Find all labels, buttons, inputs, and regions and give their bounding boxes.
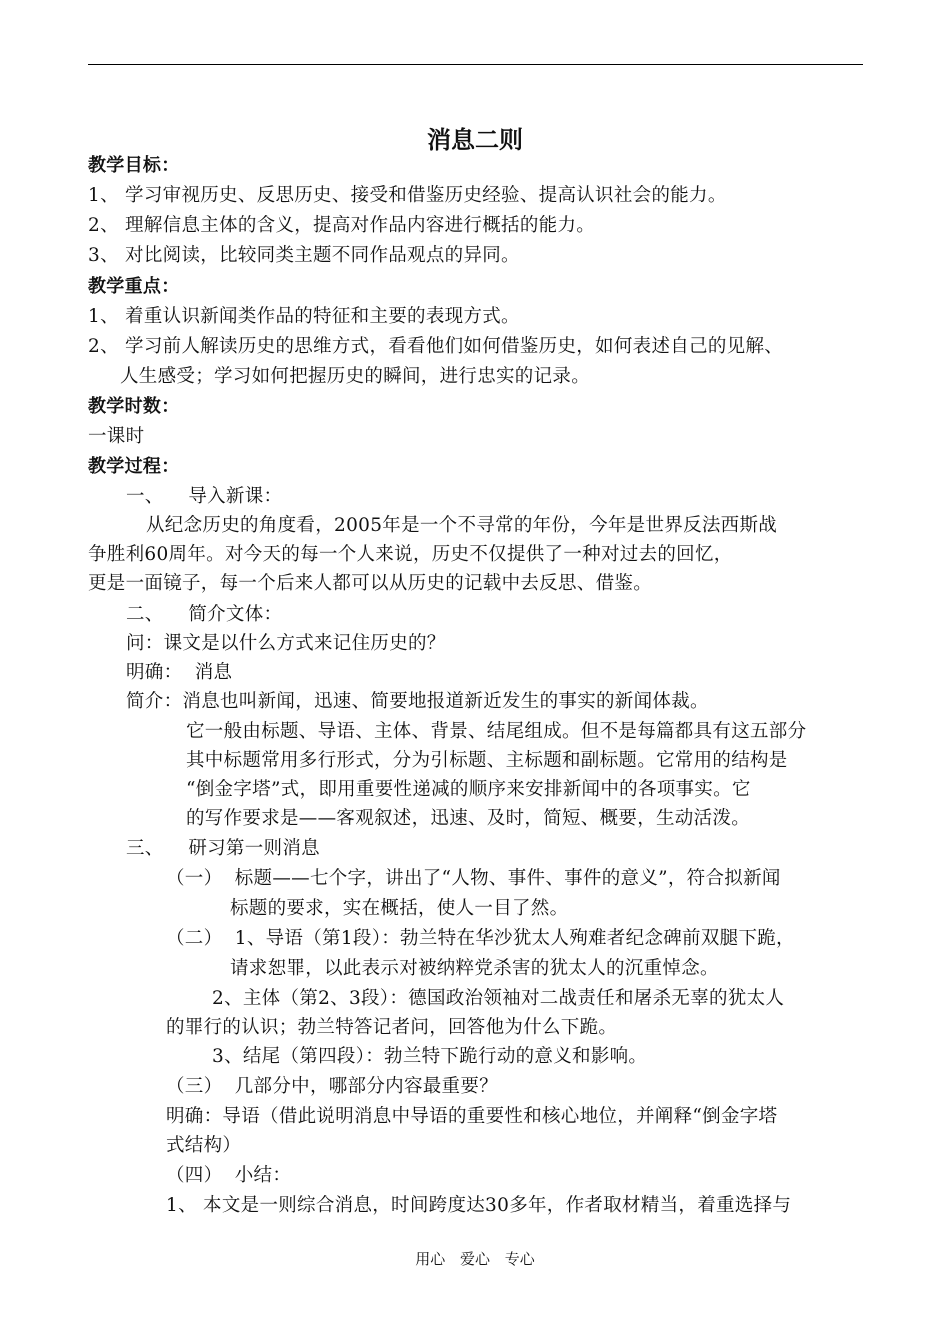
answer-line: 明确： 消息	[126, 662, 233, 683]
sub-1-line-2: 标题的要求，实在概括，使人一目了然。	[230, 898, 569, 919]
paragraph-intro-line-3: 更是一面镜子，每一个后来人都可以从历史的记载中去反思、借鉴。	[88, 573, 653, 594]
section-heading-objectives: 教学目标：	[88, 155, 180, 176]
objective-1: 1、 学习审视历史、反思历史、接受和借鉴历史经验、提高认识社会的能力。	[88, 185, 727, 206]
page-footer: 用心 爱心 专心	[415, 1250, 535, 1268]
sub-2-line-2: 请求恕罪，以此表示对被纳粹党杀害的犹太人的沉重悼念。	[230, 958, 719, 979]
paragraph-intro-line-1: 从纪念历史的角度看，2005年是一个不寻常的年份，今年是世界反法西斯战	[146, 515, 778, 536]
summary-line-1: 1、 本文是一则综合消息，时间跨度达30多年，作者取材精当，着重选择与	[166, 1195, 792, 1216]
sub-2-conclusion: 3、结尾（第四段）：勃兰特下跪行动的意义和影响。	[212, 1046, 648, 1067]
paragraph-intro-line-2: 争胜利60周年。对今天的每一个人来说，历史不仅提供了一种对过去的回忆，	[88, 544, 733, 565]
sub-2-line-1: （二） 1、导语（第1段）：勃兰特在华沙犹太人殉难者纪念碑前双腿下跪，	[166, 928, 795, 949]
key-point-1: 1、 着重认识新闻类作品的特征和主要的表现方式。	[88, 306, 520, 327]
key-point-2-cont: 人生感受；学习如何把握历史的瞬间，进行忠实的记录。	[120, 366, 591, 387]
sub-4-heading: （四） 小结：	[166, 1165, 292, 1186]
objective-2: 2、 理解信息主体的含义，提高对作品内容进行概括的能力。	[88, 215, 596, 236]
step-3-heading: 三、 研习第一则消息	[126, 838, 320, 859]
intro-detail-4: 的写作要求是——客观叙述，迅速、及时，简短、概要，生动活泼。	[186, 808, 751, 829]
objective-3: 3、 对比阅读，比较同类主题不同作品观点的异同。	[88, 245, 520, 266]
sub-2-body-line-2: 的罪行的认识；勃兰特答记者问，回答他为什么下跪。	[166, 1017, 618, 1038]
sub-3-answer-line-2: 式结构）	[166, 1135, 242, 1156]
key-point-2: 2、 学习前人解读历史的思维方式，看看他们如何借鉴历史，如何表述自己的见解、	[88, 336, 784, 357]
intro-detail-2: 其中标题常用多行形式，分为引标题、主标题和副标题。它常用的结构是	[186, 750, 788, 771]
hours-value: 一课时	[88, 426, 145, 447]
question-line: 问：课文是以什么方式来记住历史的？	[126, 633, 446, 654]
step-1-heading: 一、 导入新课：	[126, 486, 283, 507]
sub-3-answer-line-1: 明确：导语（借此说明消息中导语的重要性和核心地位，并阐释“倒金字塔	[166, 1106, 778, 1127]
sub-1-line-1: （一） 标题——七个字，讲出了“人物、事件、事件的意义”，符合拟新闻	[166, 868, 781, 889]
step-2-heading: 二、 简介文体：	[126, 604, 283, 625]
sub-3-question: （三） 几部分中，哪部分内容最重要？	[166, 1076, 498, 1097]
intro-detail-3: “倒金字塔”式，即用重要性递减的顺序来安排新闻中的各项事实。它	[186, 779, 751, 800]
section-heading-key-points: 教学重点：	[88, 276, 180, 297]
page-title: 消息二则	[427, 126, 523, 154]
section-heading-hours: 教学时数：	[88, 396, 180, 417]
sub-2-body-line-1: 2、主体（第2、3段）：德国政治领袖对二战责任和屠杀无辜的犹太人	[212, 988, 785, 1009]
header-rule	[88, 64, 863, 65]
intro-detail-1: 它一般由标题、导语、主体、背景、结尾组成。但不是每篇都具有这五部分	[186, 721, 807, 742]
section-heading-process: 教学过程：	[88, 456, 180, 477]
intro-line: 简介：消息也叫新闻，迅速、简要地报道新近发生的事实的新闻体裁。	[126, 691, 709, 712]
